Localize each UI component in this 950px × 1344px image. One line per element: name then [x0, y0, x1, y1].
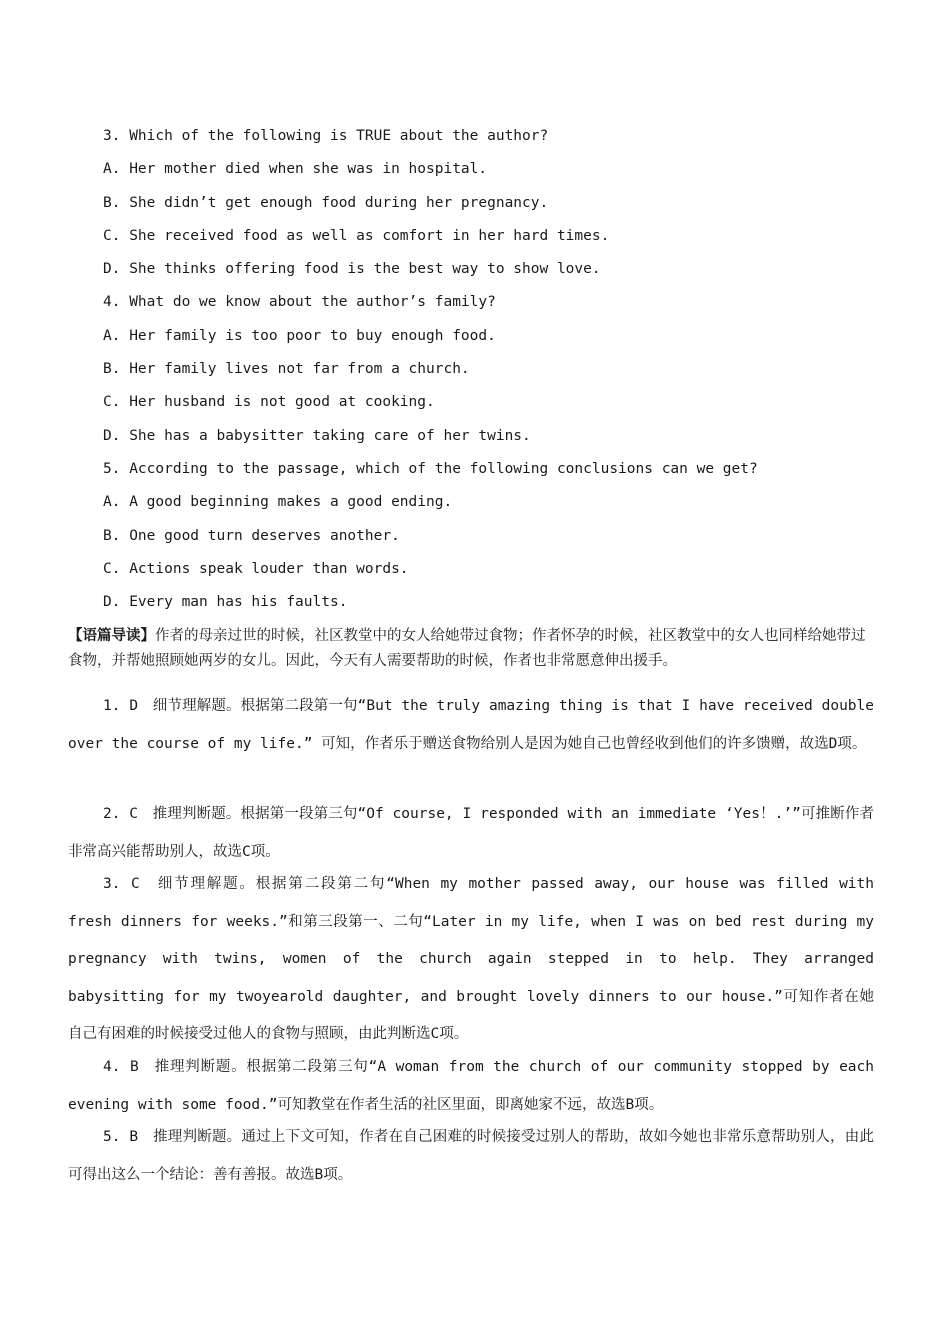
answer-text: 2. C 推理判断题。根据第一段第三句“Of course, I responded with an immediate ‘Yes！.’”可推断作者非常高兴能帮助别人，故选C项。 — [68, 806, 874, 860]
reading-guide-text: 作者的母亲过世的时候，社区教堂中的女人给她带过食物；作者怀孕的时候，社区教堂中的女人也同样给她带过食物，并帮她照顾她两岁的女儿。因此，今天有人需要帮助的时候，作者也非常愿意伸出援手。 — [68, 628, 866, 669]
answer-explanation-1 — [68, 688, 874, 763]
answer-text: 3. C 细节理解题。根据第二段第二句“When my mother passed away, our house was filled with fresh dinners for weeks.”和第三段第一、二句“Later in my life, when I was on bed rest during my pregnancy with twins, women of the church again stepped in to help. They arranged babysitting for my twoyearold daughter, and brought lovely dinners to our house.”可知作者在她自己有困难的时候接受过他人的食物与照顾，由此判断选C项。 — [68, 876, 874, 1042]
option-c: C. Her husband is not good at cooking. — [103, 394, 435, 411]
option-b: B. She didn’t get enough food during her pregnancy. — [103, 194, 549, 211]
answer-explanation-4 — [68, 1049, 874, 1124]
option-b: B. One good turn deserves another. — [103, 527, 400, 544]
option-d: D. She has a babysitter taking care of her twins. — [103, 427, 531, 444]
option-c: C. Actions speak louder than words. — [103, 560, 409, 577]
reading-guide-heading: 【语篇导读】 — [68, 628, 155, 644]
option-d: D. She thinks offering food is the best way to show love. — [103, 261, 601, 278]
answer-explanation-3 — [68, 866, 874, 1054]
question-stem: 5. According to the passage, which of the following conclusions can we get? — [103, 460, 758, 477]
answer-explanation-5 — [68, 1119, 874, 1194]
option-d: D. Every man has his faults. — [103, 594, 348, 611]
reading-guide — [68, 624, 874, 674]
option-a: A. A good beginning makes a good ending. — [103, 494, 453, 511]
option-a: A. Her family is too poor to buy enough food. — [103, 327, 496, 344]
option-a: A. Her mother died when she was in hospital. — [103, 161, 488, 178]
question-stem: 4. What do we know about the author’s family? — [103, 294, 496, 311]
question-stem: 3. Which of the following is TRUE about the author? — [103, 128, 549, 144]
option-c: C. She received food as well as comfort in her hard times. — [103, 227, 610, 244]
question-list — [103, 124, 883, 623]
answer-text: 1. D 细节理解题。根据第二段第一句“But the truly amazing thing is that I have received double over the course of my life.” 可知，作者乐于赠送食物给别人是因为她自己也曾经收到他们的许多馈赠，故选D项。 — [68, 698, 874, 752]
answer-text: 5. B 推理判断题。通过上下文可知，作者在自己困难的时候接受过别人的帮助，故如今她也非常乐意帮助别人，由此可得出这么一个结论：善有善报。故选B项。 — [68, 1129, 874, 1183]
option-b: B. Her family lives not far from a church. — [103, 361, 470, 378]
answer-text: 4. B 推理判断题。根据第二段第三句“A woman from the church of our community stopped by each evening with some food.”可知教堂在作者生活的社区里面，即离她家不远，故选B项。 — [68, 1059, 874, 1113]
answer-explanation-2 — [68, 796, 874, 871]
